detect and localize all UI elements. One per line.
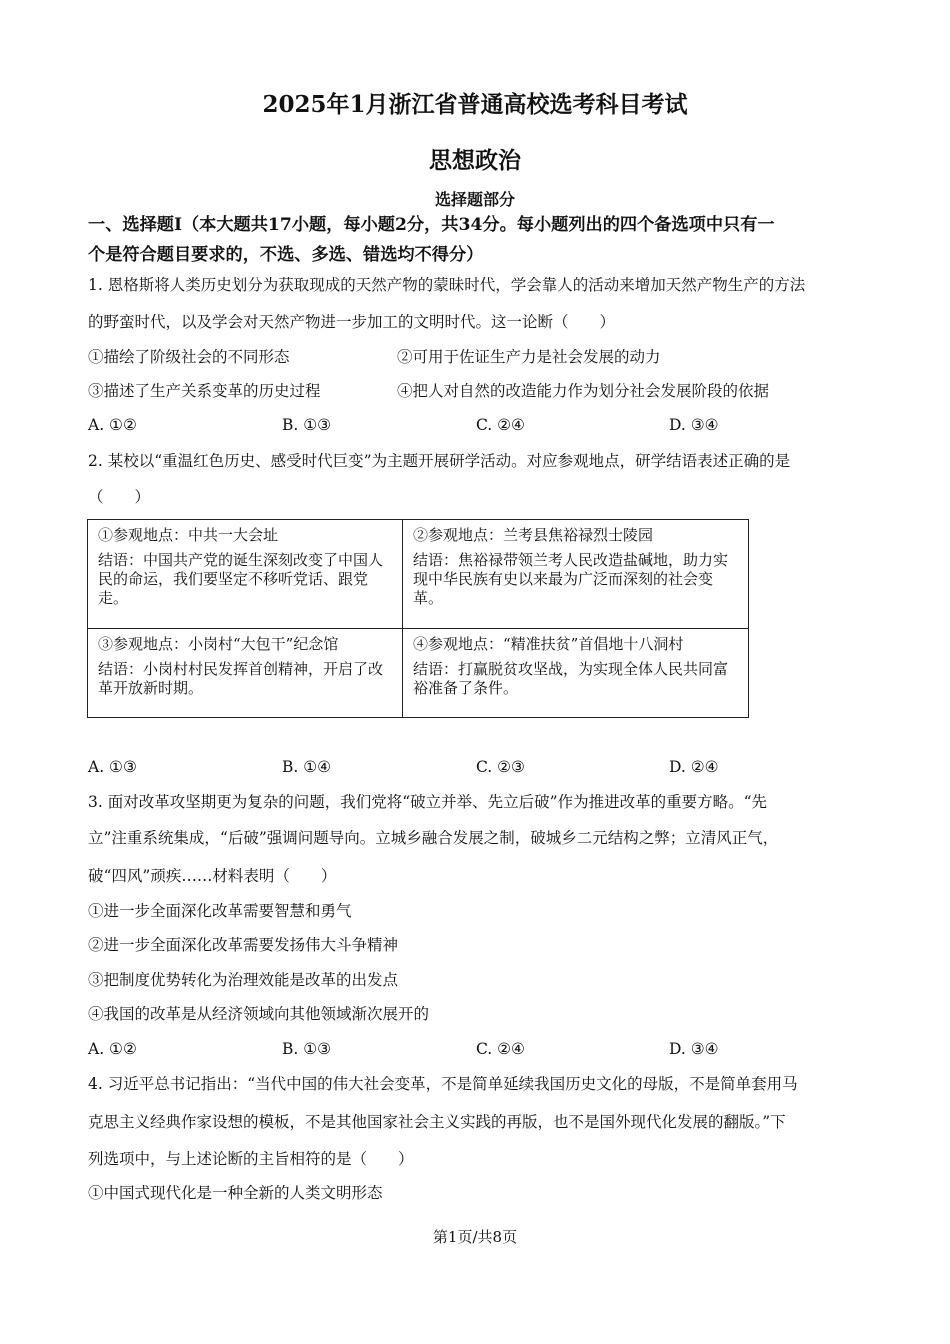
q2-answer-d: D. ②④ <box>669 758 719 776</box>
page-number: 第1页/共8页 <box>432 1228 518 1246</box>
q3-option-4: ④我国的改革是从经济领域向其他领域渐次展开的 <box>88 1005 430 1023</box>
q3-stem-line3: 破“四风”顽疾……材料表明（ ） <box>88 867 337 885</box>
q1-answer-a: A. ①② <box>88 416 137 434</box>
q1-stem-line2: 的野蛮时代，以及学会对天然产物进一步加工的文明时代。这一论断（ ） <box>88 313 616 331</box>
subject-title: 思想政治 <box>429 147 521 174</box>
cell-conclusion: 结语：焦裕禄带领兰考人民改造盐碱地，助力实现中华民族有史以来最为广泛而深刻的社会变革。 <box>413 551 729 607</box>
table-cell-1 <box>88 520 402 620</box>
q2-stem-line1: 2. 某校以“重温红色历史、感受时代巨变”为主题开展研学活动。对应参观地点，研学结语表述正确的是 <box>88 452 791 470</box>
cell-conclusion: 结语：小岗村村民发挥首创精神，开启了改革开放新时期。 <box>98 660 384 697</box>
q3-stem-line1: 3. 面对改革攻坚期更为复杂的问题，我们党将“破立并举、先立后破”作为推进改革的重要方略。“先 <box>88 793 767 811</box>
table-cell-2 <box>403 520 748 620</box>
q1-answer-b: B. ①③ <box>282 416 332 434</box>
section-heading-line2: 个是符合题目要求的，不选、多选、错选均不得分） <box>88 245 484 265</box>
exam-title: 2025年1月浙江省普通高校选考科目考试 <box>262 91 688 118</box>
table-cell-4 <box>403 629 748 710</box>
q1-stem-line1: 1. 恩格斯将人类历史划分为获取现成的天然产物的蒙昧时代，学会靠人的活动来增加天然产物生产的方法 <box>88 276 806 294</box>
q2-sites-table <box>87 519 749 718</box>
q2-stem-line2: （ ） <box>88 488 151 506</box>
q3-option-3: ③把制度优势转化为治理效能是改革的出发点 <box>88 971 399 989</box>
q4-option-1: ①中国式现代化是一种全新的人类文明形态 <box>88 1184 383 1202</box>
q1-answer-d: D. ③④ <box>669 416 719 434</box>
q3-option-2: ②进一步全面深化改革需要发扬伟大斗争精神 <box>88 936 399 954</box>
q3-option-1: ①进一步全面深化改革需要智慧和勇气 <box>88 902 352 920</box>
q3-answer-d: D. ③④ <box>669 1040 719 1058</box>
q4-stem-line1: 4. 习近平总书记指出：“当代中国的伟大社会变革，不是简单延续我国历史文化的母版，不是简单套用马 <box>88 1075 798 1093</box>
table-cell-3 <box>88 629 402 710</box>
q2-answer-c: C. ②③ <box>476 758 525 776</box>
q1-option-3: ③描述了生产关系变革的历史过程 <box>88 382 321 400</box>
cell-site: ①参观地点：中共一大会址 <box>98 526 279 544</box>
q1-option-1: ①描绘了阶级社会的不同形态 <box>88 348 290 366</box>
q3-answer-b: B. ①③ <box>282 1040 332 1058</box>
q2-answer-a: A. ①③ <box>88 758 137 776</box>
q4-stem-line3: 列选项中，与上述论断的主旨相符的是（ ） <box>88 1150 414 1168</box>
cell-conclusion: 结语：打赢脱贫攻坚战，为实现全体人民共同富裕准备了条件。 <box>413 660 729 697</box>
q3-stem-line2: 立”注重系统集成，“后破”强调问题导向。立城乡融合发展之制，破城乡二元结构之弊；立清风正气， <box>88 829 779 847</box>
cell-site: ③参观地点：小岗村“大包干”纪念馆 <box>98 635 339 653</box>
part-title: 选择题部分 <box>434 190 515 209</box>
q2-answer-b: B. ①④ <box>282 758 332 776</box>
q1-answer-c: C. ②④ <box>476 416 525 434</box>
cell-site: ④参观地点：“精准扶贫”首倡地十八洞村 <box>413 635 684 653</box>
q3-answer-c: C. ②④ <box>476 1040 525 1058</box>
q3-answer-a: A. ①② <box>88 1040 137 1058</box>
section-heading-line1: 一、选择题I（本大题共17小题，每小题2分，共34分。每小题列出的四个备选项中只有一 <box>88 215 775 235</box>
cell-site: ②参观地点：兰考县焦裕禄烈士陵园 <box>413 526 654 544</box>
cell-conclusion: 结语：中国共产党的诞生深刻改变了中国人民的命运，我们要坚定不移听党话、跟党走。 <box>98 551 384 607</box>
q1-option-2: ②可用于佐证生产力是社会发展的动力 <box>397 348 661 366</box>
q1-option-4: ④把人对自然的改造能力作为划分社会发展阶段的依据 <box>397 382 770 400</box>
q4-stem-line2: 克思主义经典作家设想的模板，不是其他国家社会主义实践的再版，也不是国外现代化发展的翻版。”下 <box>88 1113 786 1131</box>
